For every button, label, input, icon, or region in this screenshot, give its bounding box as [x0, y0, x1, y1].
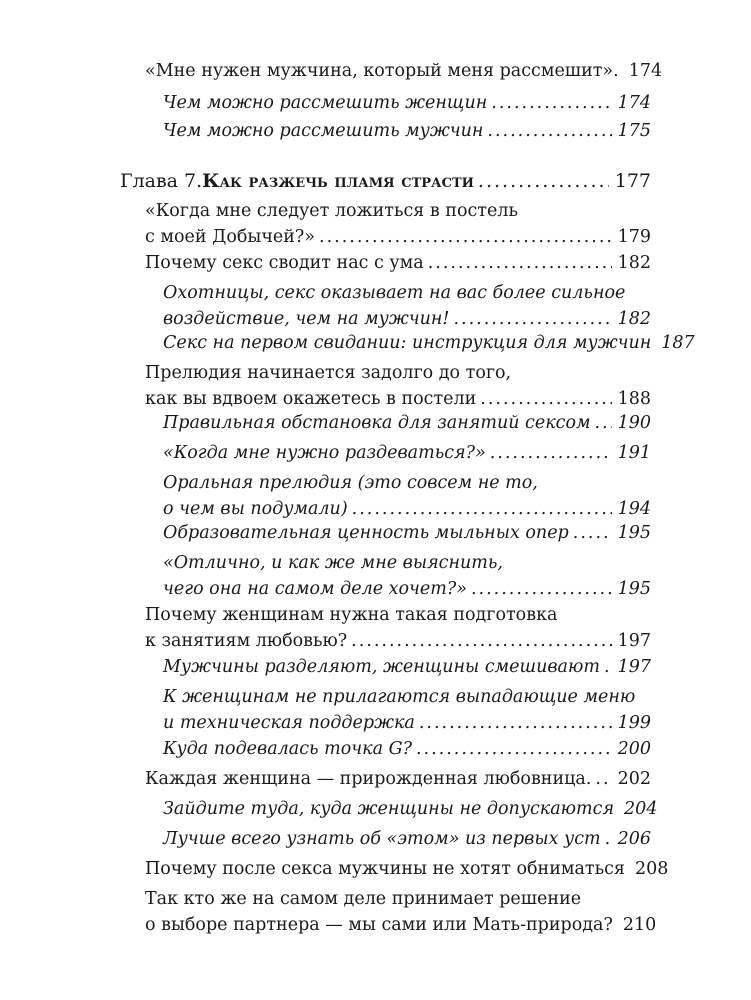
page-number: 206	[617, 829, 651, 849]
page-number: 197	[617, 631, 651, 651]
toc-entry	[163, 654, 651, 680]
toc-entry	[163, 118, 651, 144]
entry-title: Мужчины разделяют, женщины смешивают	[163, 657, 600, 677]
toc-entry	[145, 360, 651, 412]
entry-title: «Когда мне следует ложиться в постель	[145, 201, 518, 221]
page-number: 191	[617, 443, 651, 463]
page-number: 197	[617, 657, 651, 677]
page-number: 187	[661, 333, 695, 353]
chapter-title: Как разжечь пламя страсти	[202, 170, 474, 192]
entry-title: Чем можно рассмешить женщин	[163, 93, 488, 113]
toc-entry	[145, 856, 669, 882]
page-number: 175	[617, 121, 651, 141]
toc-entry	[145, 198, 651, 250]
toc-entry	[145, 602, 651, 654]
leader-dots	[595, 766, 611, 792]
entry-title: Зайдите туда, куда женщины не допускаются	[163, 799, 615, 819]
page-number: 195	[617, 579, 651, 599]
toc-entry	[163, 90, 651, 116]
leader-dots	[604, 654, 612, 680]
page-number: 174	[617, 93, 651, 113]
toc-entry	[163, 684, 651, 736]
entry-title: Прелюдия начинается задолго до того,	[145, 363, 512, 383]
page-number: 177	[614, 170, 651, 192]
entry-title: Почему секс сводит нас с ума	[145, 253, 424, 273]
toc-entry	[145, 58, 663, 84]
toc-entry	[163, 440, 651, 466]
page-number: 210	[622, 915, 657, 935]
leader-dots	[490, 440, 612, 466]
page-number: 182	[617, 309, 651, 329]
leader-dots	[453, 306, 611, 332]
chapter-label: Глава 7.	[120, 170, 203, 192]
page-number: 188	[617, 389, 651, 409]
entry-title: «Отлично, и как же мне выяснить,	[163, 553, 503, 573]
leader-dots	[605, 826, 612, 852]
leader-dots	[573, 520, 612, 546]
chapter-entry	[120, 168, 651, 194]
leader-dots	[480, 386, 611, 412]
leader-dots	[352, 496, 612, 522]
leader-dots	[416, 736, 612, 762]
entry-title: и техническая поддержка	[163, 713, 415, 733]
toc-entry	[163, 520, 651, 546]
entry-title: воздействие, чем на мужчин!	[163, 309, 450, 329]
leader-dots	[478, 168, 609, 194]
entry-title: Правильная обстановка для занятий сексом	[163, 413, 591, 433]
entry-title: Каждая женщина — прирожденная любовница.	[145, 769, 592, 789]
entry-title: Охотницы, секс оказывает на вас более сильное	[163, 283, 626, 303]
toc-entry	[163, 550, 651, 602]
entry-title: Чем можно рассмешить мужчин	[163, 121, 484, 141]
leader-dots	[428, 250, 612, 276]
page-number: 190	[617, 413, 651, 433]
toc-entry	[145, 250, 651, 276]
toc-entry	[163, 796, 658, 822]
leader-dots	[491, 90, 611, 116]
toc-entry	[163, 470, 651, 522]
page-number: 174	[628, 61, 663, 81]
entry-title: Куда подевалась точка G?	[163, 739, 412, 759]
page-number: 195	[617, 523, 651, 543]
leader-dots	[419, 710, 612, 736]
entry-title: Почему после секса мужчины не хотят обниматься	[145, 859, 625, 879]
entry-title: чего она на самом деле хочет?»	[163, 579, 467, 599]
leader-dots	[319, 224, 612, 250]
page-number: 204	[624, 799, 658, 819]
entry-title: Почему женщинам нужна такая подготовка	[145, 605, 558, 625]
leader-dots	[351, 628, 611, 654]
page-number: 199	[617, 713, 651, 733]
toc-entry	[145, 766, 651, 792]
toc-entry	[163, 736, 651, 762]
entry-title: к занятиям любовью?	[145, 631, 348, 651]
toc-entry	[163, 410, 651, 436]
entry-title: К женщинам не прилагаются выпадающие меню	[163, 687, 636, 707]
entry-title: о чем вы подумали)	[163, 499, 348, 519]
toc-entry	[163, 280, 651, 332]
entry-title: с моей Добычей?»	[145, 227, 316, 247]
entry-title: о выборе партнера — мы сами или Мать-природа?	[145, 915, 613, 935]
page-number: 200	[617, 739, 651, 759]
leader-dots	[471, 576, 612, 602]
entry-title: «Когда мне нужно раздеваться?»	[163, 443, 486, 463]
entry-title: Оральная прелюдия (это совсем не то,	[163, 473, 538, 493]
entry-title: Так кто же на самом деле принимает решение	[145, 889, 582, 909]
entry-title: Секс на первом свидании: инструкция для мужчин	[163, 333, 652, 353]
toc-entry	[145, 886, 657, 938]
page-number: 208	[634, 859, 669, 879]
page-number: 179	[617, 227, 651, 247]
entry-title: как вы вдвоем окажетесь в постели	[145, 389, 477, 409]
toc-entry	[163, 826, 651, 852]
leader-dots	[595, 410, 612, 436]
entry-title: Лучше всего узнать об «этом» из первых уст	[163, 829, 601, 849]
entry-title: Образовательная ценность мыльных опер	[163, 523, 569, 543]
leader-dots	[487, 118, 611, 144]
toc-entry	[163, 330, 695, 356]
entry-title: «Мне нужен мужчина, который меня рассмешит».	[145, 61, 619, 81]
page-number: 194	[617, 499, 651, 519]
page-number: 182	[617, 253, 651, 273]
page-number: 202	[617, 769, 651, 789]
